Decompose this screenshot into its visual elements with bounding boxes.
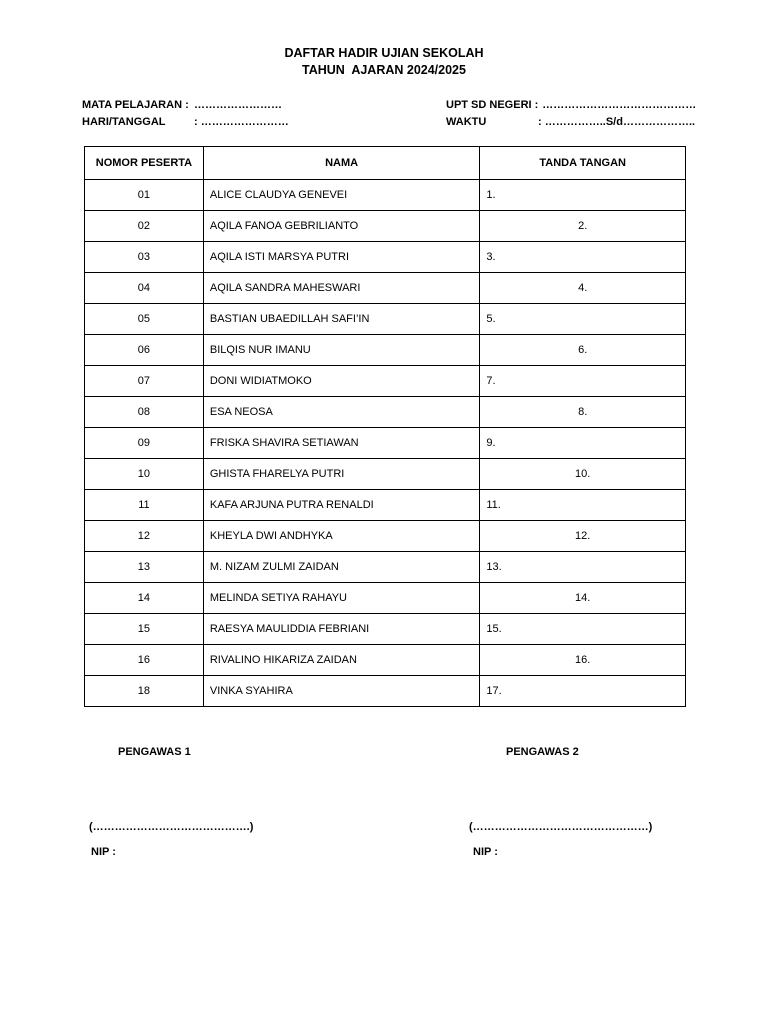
table-row: [85, 366, 686, 397]
participant-name: MELINDA SETIYA RAHAYU: [203, 583, 480, 614]
participant-name: KAFA ARJUNA PUTRA RENALDI: [203, 490, 480, 521]
signature-cell: 3.: [480, 242, 686, 273]
participant-number: 06: [85, 335, 204, 366]
supervisor-2-nip: NIP :: [473, 846, 498, 858]
day-row: [82, 114, 289, 131]
signature-cell: 14.: [480, 583, 686, 614]
participant-name: KHEYLA DWI ANDHYKA: [203, 521, 480, 552]
subject-value: ……………………: [194, 99, 282, 111]
participant-number: 03: [85, 242, 204, 273]
school-row: [446, 97, 696, 114]
participant-name: FRISKA SHAVIRA SETIAWAN: [203, 428, 480, 459]
header-number: NOMOR PESERTA: [85, 147, 204, 180]
participant-number: 18: [85, 676, 204, 707]
time-value: : ……………..S/d………………..: [538, 116, 696, 128]
supervisor-1-signature-line: (…………………………………….): [89, 821, 254, 833]
table-row: [85, 397, 686, 428]
participant-number: 14: [85, 583, 204, 614]
participant-name: AQILA FANOA GEBRILIANTO: [203, 211, 480, 242]
participant-name: DONI WIDIATMOKO: [203, 366, 480, 397]
table-row: [85, 211, 686, 242]
signature-cell: 6.: [480, 335, 686, 366]
table-row: [85, 273, 686, 304]
document-title: [0, 45, 768, 79]
title-line-2: TAHUN AJARAN 2024/2025: [302, 63, 466, 77]
table-row: [85, 428, 686, 459]
meta-right-block: [446, 97, 696, 131]
supervisor-1-title: PENGAWAS 1: [118, 746, 191, 758]
header-name: NAMA: [203, 147, 480, 180]
signature-cell: 2.: [480, 211, 686, 242]
participant-number: 11: [85, 490, 204, 521]
participant-number: 13: [85, 552, 204, 583]
signature-cell: 11.: [480, 490, 686, 521]
signature-cell: 5.: [480, 304, 686, 335]
day-label: HARI/TANGGAL: [82, 116, 166, 128]
header-signature: TANDA TANGAN: [480, 147, 686, 180]
signature-cell: 9.: [480, 428, 686, 459]
participant-name: RAESYA MAULIDDIA FEBRIANI: [203, 614, 480, 645]
participant-number: 05: [85, 304, 204, 335]
signature-cell: 1.: [480, 180, 686, 211]
table-row: [85, 490, 686, 521]
signature-cell: 7.: [480, 366, 686, 397]
participant-name: BASTIAN UBAEDILLAH SAFI’IN: [203, 304, 480, 335]
time-label: WAKTU: [446, 116, 487, 128]
supervisor-2-title: PENGAWAS 2: [506, 746, 579, 758]
supervisor-2-signature-line: (…………………………………………): [469, 821, 653, 833]
participant-name: ESA NEOSA: [203, 397, 480, 428]
participant-number: 07: [85, 366, 204, 397]
table-row: [85, 645, 686, 676]
table-row: [85, 459, 686, 490]
participant-number: 12: [85, 521, 204, 552]
participant-name: BILQIS NUR IMANU: [203, 335, 480, 366]
participant-number: 10: [85, 459, 204, 490]
participant-name: AQILA ISTI MARSYA PUTRI: [203, 242, 480, 273]
subject-label: MATA PELAJARAN :: [82, 99, 189, 111]
participant-number: 08: [85, 397, 204, 428]
table-body: [85, 180, 686, 707]
signature-cell: 13.: [480, 552, 686, 583]
participant-number: 01: [85, 180, 204, 211]
signature-cell: 15.: [480, 614, 686, 645]
participant-name: GHISTA FHARELYA PUTRI: [203, 459, 480, 490]
participant-name: VINKA SYAHIRA: [203, 676, 480, 707]
table-row: [85, 614, 686, 645]
attendance-table: [84, 146, 686, 707]
meta-left-block: [82, 97, 289, 131]
participant-number: 04: [85, 273, 204, 304]
participant-name: ALICE CLAUDYA GENEVEI: [203, 180, 480, 211]
table-row: [85, 521, 686, 552]
day-value: : ……………………: [194, 116, 289, 128]
table-header-row: [85, 147, 686, 180]
supervisor-1-nip: NIP :: [91, 846, 116, 858]
table-row: [85, 242, 686, 273]
table-row: [85, 552, 686, 583]
participant-name: RIVALINO HIKARIZA ZAIDAN: [203, 645, 480, 676]
participant-number: 15: [85, 614, 204, 645]
participant-number: 09: [85, 428, 204, 459]
signature-cell: 8.: [480, 397, 686, 428]
time-row: [446, 114, 696, 131]
participant-name: M. NIZAM ZULMI ZAIDAN: [203, 552, 480, 583]
table-row: [85, 304, 686, 335]
signature-cell: 4.: [480, 273, 686, 304]
table-row: [85, 335, 686, 366]
school-value: ……………………………………: [542, 99, 697, 111]
participant-name: AQILA SANDRA MAHESWARI: [203, 273, 480, 304]
table-row: [85, 583, 686, 614]
signature-cell: 17.: [480, 676, 686, 707]
participant-number: 16: [85, 645, 204, 676]
signature-cell: 12.: [480, 521, 686, 552]
participant-number: 02: [85, 211, 204, 242]
title-line-1: DAFTAR HADIR UJIAN SEKOLAH: [284, 46, 484, 60]
school-label: UPT SD NEGERI :: [446, 99, 539, 111]
table-row: [85, 676, 686, 707]
signature-cell: 16.: [480, 645, 686, 676]
table-row: [85, 180, 686, 211]
signature-cell: 10.: [480, 459, 686, 490]
subject-row: [82, 97, 289, 114]
